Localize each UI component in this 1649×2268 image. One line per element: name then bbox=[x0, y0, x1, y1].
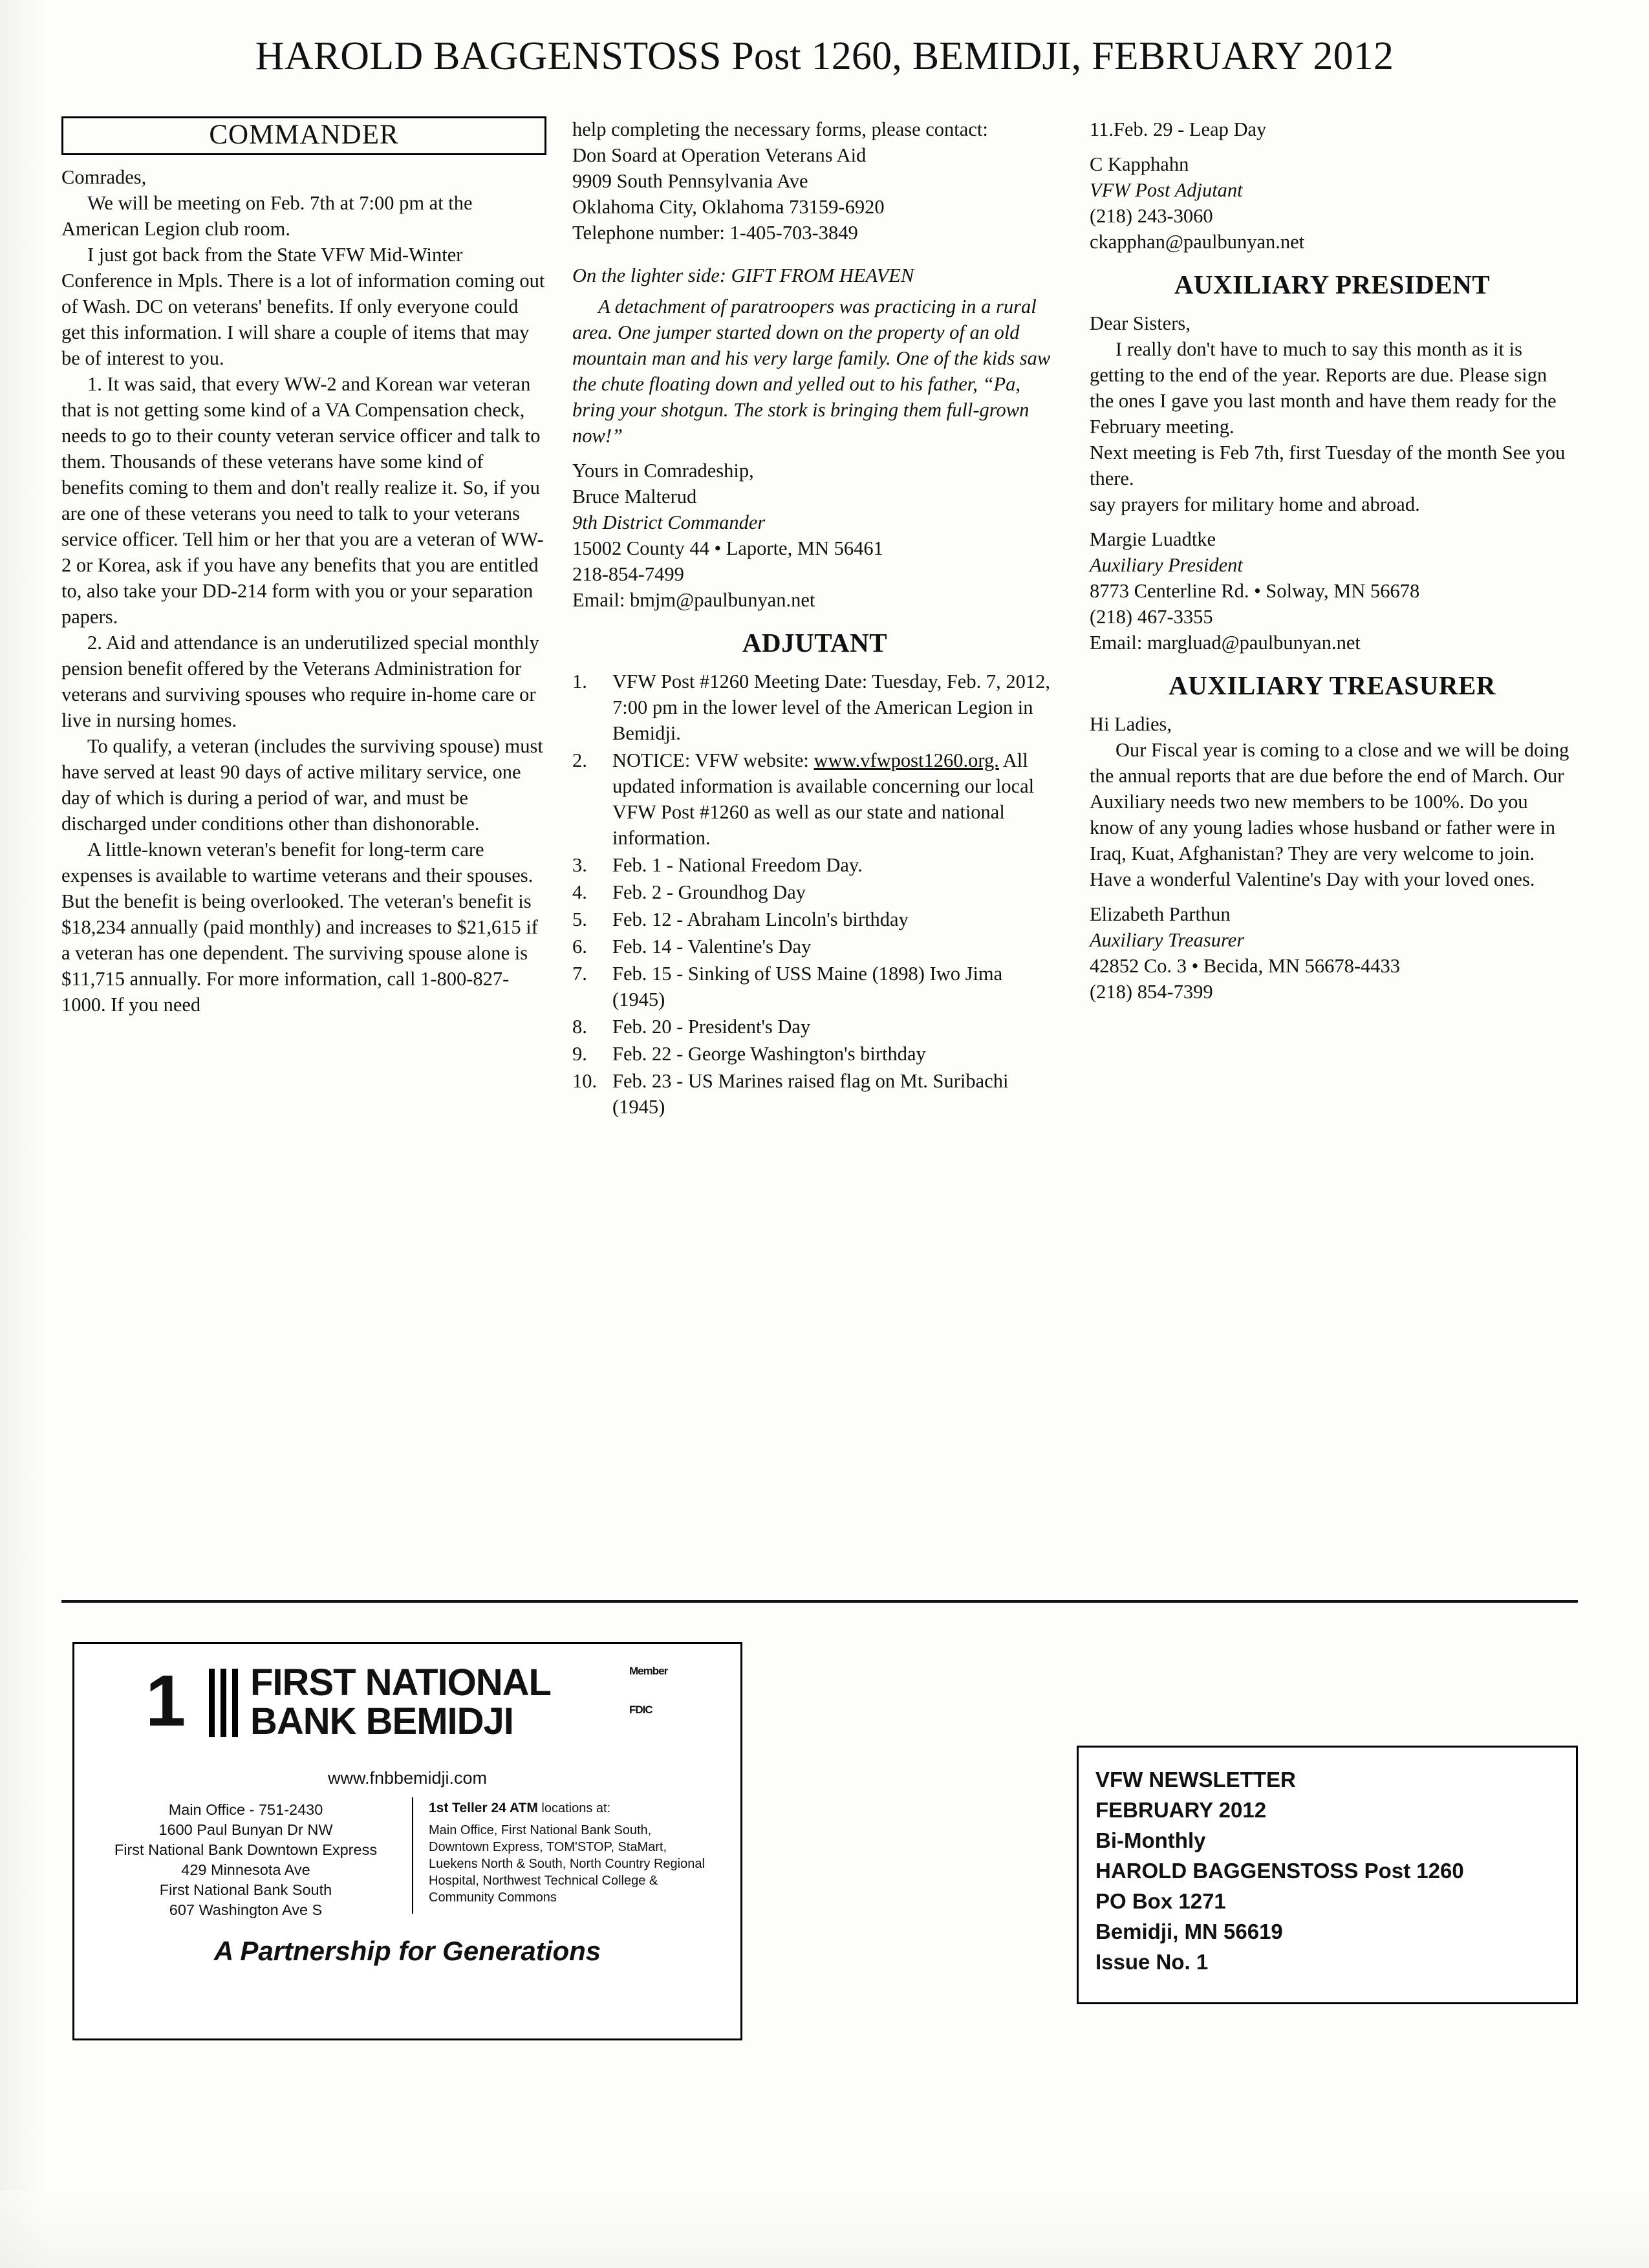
fdic-member-label: Member FDIC bbox=[629, 1665, 668, 1716]
commander-salutation: Comrades, bbox=[61, 166, 147, 188]
list-item-number: 4. bbox=[572, 881, 587, 903]
article-columns bbox=[61, 116, 1575, 1584]
commander-signer-name: Bruce Malterud bbox=[572, 486, 697, 508]
commander-paragraph-1: We will be meeting on Feb. 7th at 7:00 pm at the American Legion club room. bbox=[61, 192, 473, 240]
atm-header: 1st Teller 24 ATM bbox=[429, 1801, 538, 1815]
bank-office-5: 607 Washington Ave S bbox=[169, 1901, 323, 1918]
contact-phone: Telephone number: 1-405-703-3849 bbox=[572, 222, 858, 244]
column-three bbox=[1090, 116, 1575, 1005]
bank-office-1: 1600 Paul Bunyan Dr NW bbox=[158, 1821, 333, 1838]
bank-name bbox=[250, 1662, 668, 1742]
list-item bbox=[572, 852, 1057, 878]
list-item-number: 3. bbox=[572, 854, 587, 876]
auxiliary-treasurer-title: Auxiliary Treasurer bbox=[1090, 929, 1245, 951]
auxiliary-president-paragraph-2: Next meeting is Feb 7th, first Tuesday of the month See you there. bbox=[1090, 442, 1566, 489]
newsletter-info-line-6: Issue No. 1 bbox=[1095, 1950, 1209, 1974]
list-item-number: 6. bbox=[572, 936, 587, 957]
list-item-number: 10. bbox=[572, 1070, 598, 1092]
newsletter-info-line-2: Bi-Monthly bbox=[1095, 1828, 1206, 1852]
commander-paragraph-5: To qualify, a veteran (includes the surviving spouse) must have served at least 90 days of active military service, one day of which is during a period of war, and must be discharged under conditions other than dishonorable. bbox=[61, 735, 543, 835]
list-item-label: Feb. 23 - US Marines raised flag on Mt. Suribachi (1945) bbox=[612, 1070, 1009, 1118]
list-item-number: 1. bbox=[572, 670, 587, 692]
list-item bbox=[572, 934, 1057, 959]
list-item-number: 2. bbox=[572, 749, 587, 771]
scan-shadow-left bbox=[0, 0, 45, 2268]
auxiliary-treasurer-name: Elizabeth Parthun bbox=[1090, 903, 1231, 925]
list-item bbox=[572, 747, 1057, 851]
joke-text: A detachment of paratroopers was practicing in a rural area. One jumper started down on the property of an old mountain man and his very large family. One of the kids saw the chute floating down and yelled out to his father, “Pa, bring your shotgun. The stork is bringing them full-grown now!” bbox=[572, 295, 1051, 447]
list-item-label: Feb. 1 - National Freedom Day. bbox=[612, 854, 863, 876]
commander-paragraph-4: 2. Aid and attendance is an underutilized special monthly pension benefit offered by the Veterans Administration for veterans and surviving spouses who require in-home care or live in nursing homes. bbox=[61, 632, 539, 731]
bank-office-3: 429 Minnesota Ave bbox=[181, 1861, 310, 1878]
list-item-number: 5. bbox=[572, 908, 587, 930]
auxiliary-treasurer-address: 42852 Co. 3 • Becida, MN 56678-4433 bbox=[1090, 955, 1401, 977]
commander-signer-address: 15002 County 44 • Laporte, MN 56461 bbox=[572, 537, 883, 559]
commander-signoff: Yours in Comradeship, bbox=[572, 460, 754, 482]
column-two bbox=[572, 116, 1057, 1121]
list-item bbox=[572, 961, 1057, 1012]
commander-paragraph-6: A little-known veteran's benefit for long-term care expenses is available to wartime veterans and their spouses. But the benefit is being overlooked. The veteran's benefit is $18,234 annually (paid monthly) and increases to $21,615 if a veteran has one dependent. The surviving spouse alone is $11,715 annually. For more information, call 1-800-827-1000. If you need bbox=[61, 839, 538, 1016]
newsletter-info-line-5: Bemidji, MN 56619 bbox=[1095, 1920, 1283, 1943]
list-item-label: Feb. 15 - Sinking of USS Maine (1898) Iwo Jima (1945) bbox=[612, 963, 1003, 1011]
bank-atm-info bbox=[429, 1800, 713, 1906]
bank-bars-icon bbox=[209, 1669, 239, 1737]
list-item-number: 7. bbox=[572, 963, 587, 985]
auxiliary-president-heading: AUXILIARY PRESIDENT bbox=[1174, 270, 1491, 299]
atm-locations-text: Main Office, First National Bank South, Downtown Express, TOM'STOP, StaMart, Luekens North & South, North Country Regional Hospital, Northwest Technical College & Community Commons bbox=[429, 1823, 705, 1905]
list-item-label: VFW Post #1260 Meeting Date: Tuesday, Feb. 7, 2012, 7:00 pm in the lower level of the American Legion in Bemidji. bbox=[612, 670, 1050, 744]
vfw-website-link[interactable]: www.vfwpost1260.org. bbox=[814, 749, 999, 771]
post-adjutant-phone: (218) 243-3060 bbox=[1090, 205, 1213, 227]
column-one bbox=[61, 116, 546, 1018]
list-item-label-rest: All updated information is available concerning our local VFW Post #1260 as well as our state and national information. bbox=[612, 749, 1035, 849]
newsletter-info-box bbox=[1077, 1746, 1578, 2004]
contact-name: Don Soard at Operation Veterans Aid bbox=[572, 144, 867, 166]
newsletter-info-line-3: HAROLD BAGGENSTOSS Post 1260 bbox=[1095, 1859, 1464, 1883]
auxiliary-treasurer-paragraph-1: Our Fiscal year is coming to a close and we will be doing the annual reports that are due before the end of March. Our Auxiliary needs two new members to be 100%. Do you know of any young ladies whose husband or father were in Iraq, Kuat, Afghanistan? They are very welcome to join. Have a wonderful Valentine's Day with your loved ones. bbox=[1090, 739, 1569, 890]
auxiliary-treasurer-salutation: Hi Ladies, bbox=[1090, 713, 1172, 735]
section-divider bbox=[61, 1600, 1578, 1603]
list-item bbox=[572, 879, 1057, 905]
bank-divider bbox=[412, 1797, 413, 1914]
bank-numeral-one: 1 bbox=[146, 1660, 186, 1741]
bank-office-4: First National Bank South bbox=[159, 1881, 332, 1898]
adjutant-list bbox=[572, 669, 1057, 1120]
bank-office-2: First National Bank Downtown Express bbox=[114, 1841, 378, 1858]
auxiliary-president-title: Auxiliary President bbox=[1090, 554, 1243, 576]
lighter-side-title: On the lighter side: GIFT FROM HEAVEN bbox=[572, 264, 914, 286]
list-item bbox=[572, 1041, 1057, 1067]
auxiliary-treasurer-heading: AUXILIARY TREASURER bbox=[1169, 670, 1496, 700]
auxiliary-president-salutation: Dear Sisters, bbox=[1090, 312, 1191, 334]
post-adjutant-email: ckapphan@paulbunyan.net bbox=[1090, 231, 1305, 253]
list-item-label: Feb. 22 - George Washington's birthday bbox=[612, 1043, 926, 1065]
auxiliary-treasurer-phone: (218) 854-7399 bbox=[1090, 981, 1213, 1003]
newsletter-info-line-1: FEBRUARY 2012 bbox=[1095, 1798, 1267, 1822]
bank-name-line-2: BANK BEMIDJI bbox=[250, 1700, 513, 1742]
list-item-label: Feb. 12 - Abraham Lincoln's birthday bbox=[612, 908, 909, 930]
list-item-label: Feb. 20 - President's Day bbox=[612, 1016, 811, 1038]
auxiliary-president-paragraph-1: I really don't have to much to say this month as it is getting to the end of the year. Reports are due. Please sign the ones I gave you last month and have them ready for the February meeting. bbox=[1090, 338, 1557, 438]
scan-shadow-bottom bbox=[0, 2190, 1649, 2268]
contact-address-2: Oklahoma City, Oklahoma 73159-6920 bbox=[572, 196, 885, 218]
list-item-label: NOTICE: VFW website: bbox=[612, 749, 814, 771]
auxiliary-president-paragraph-3: say prayers for military home and abroad. bbox=[1090, 493, 1420, 515]
commander-paragraph-3: 1. It was said, that every WW-2 and Korean war veteran that is not getting some kind of a VA Compensation check, needs to go to their county veteran service officer and talk to them. Thousands of these veterans have some kind of benefits coming to them and don't really realize it. So, if you are one of these veterans you need to talk to your veterans service officer. Tell him or her that you are a veteran of WW-2 or Korea, ask if you have any benefits that you are entitled to, also take your DD-214 form with you or your separation papers. bbox=[61, 373, 544, 628]
commander-signer-phone: 218-854-7499 bbox=[572, 563, 684, 585]
bank-website[interactable]: www.fnbbemidji.com bbox=[327, 1768, 488, 1788]
leap-day-item: 11.Feb. 29 - Leap Day bbox=[1090, 118, 1267, 140]
auxiliary-president-email: Email: margluad@paulbunyan.net bbox=[1090, 632, 1361, 654]
list-item-number: 8. bbox=[572, 1016, 587, 1038]
bank-advertisement bbox=[72, 1642, 742, 2040]
post-adjutant-title: VFW Post Adjutant bbox=[1090, 179, 1243, 201]
bank-office-0: Main Office - 751-2430 bbox=[168, 1801, 323, 1818]
contact-intro: help completing the necessary forms, please contact: bbox=[572, 118, 988, 140]
bank-name-line-1: FIRST NATIONAL bbox=[250, 1662, 551, 1704]
list-item bbox=[572, 906, 1057, 932]
commander-signer-title: 9th District Commander bbox=[572, 511, 766, 533]
page-title: HAROLD BAGGENSTOSS Post 1260, BEMIDJI, FEBRUARY 2012 bbox=[255, 34, 1394, 78]
list-item-label: Feb. 2 - Groundhog Day bbox=[612, 881, 806, 903]
commander-signer-email: Email: bmjm@paulbunyan.net bbox=[572, 589, 815, 611]
list-item bbox=[572, 669, 1057, 746]
newsletter-info-line-0: VFW NEWSLETTER bbox=[1095, 1768, 1296, 1792]
post-adjutant-name: C Kapphahn bbox=[1090, 153, 1189, 175]
auxiliary-president-phone: (218) 467-3355 bbox=[1090, 606, 1213, 628]
bank-offices-list bbox=[100, 1800, 391, 1920]
newsletter-info-line-4: PO Box 1271 bbox=[1095, 1889, 1226, 1913]
contact-address-1: 9909 South Pennsylvania Ave bbox=[572, 170, 808, 192]
atm-header-rest: locations at: bbox=[537, 1801, 611, 1815]
bank-tagline: A Partnership for Generations bbox=[213, 1936, 601, 1966]
commander-heading: COMMANDER bbox=[61, 116, 546, 155]
list-item-label: Feb. 14 - Valentine's Day bbox=[612, 936, 812, 957]
adjutant-heading: ADJUTANT bbox=[742, 628, 888, 658]
list-item bbox=[572, 1014, 1057, 1040]
list-item-number: 9. bbox=[572, 1043, 587, 1065]
list-item bbox=[572, 1068, 1057, 1120]
auxiliary-president-name: Margie Luadtke bbox=[1090, 528, 1216, 550]
auxiliary-president-address: 8773 Centerline Rd. • Solway, MN 56678 bbox=[1090, 580, 1420, 602]
commander-paragraph-2: I just got back from the State VFW Mid-Winter Conference in Mpls. There is a lot of information coming out of Wash. DC on veterans' benefits. If only everyone could get this information. I will share a couple of items that may be of interest to you. bbox=[61, 244, 545, 369]
bank-logo bbox=[74, 1661, 740, 1777]
bank-details bbox=[74, 1800, 740, 1929]
